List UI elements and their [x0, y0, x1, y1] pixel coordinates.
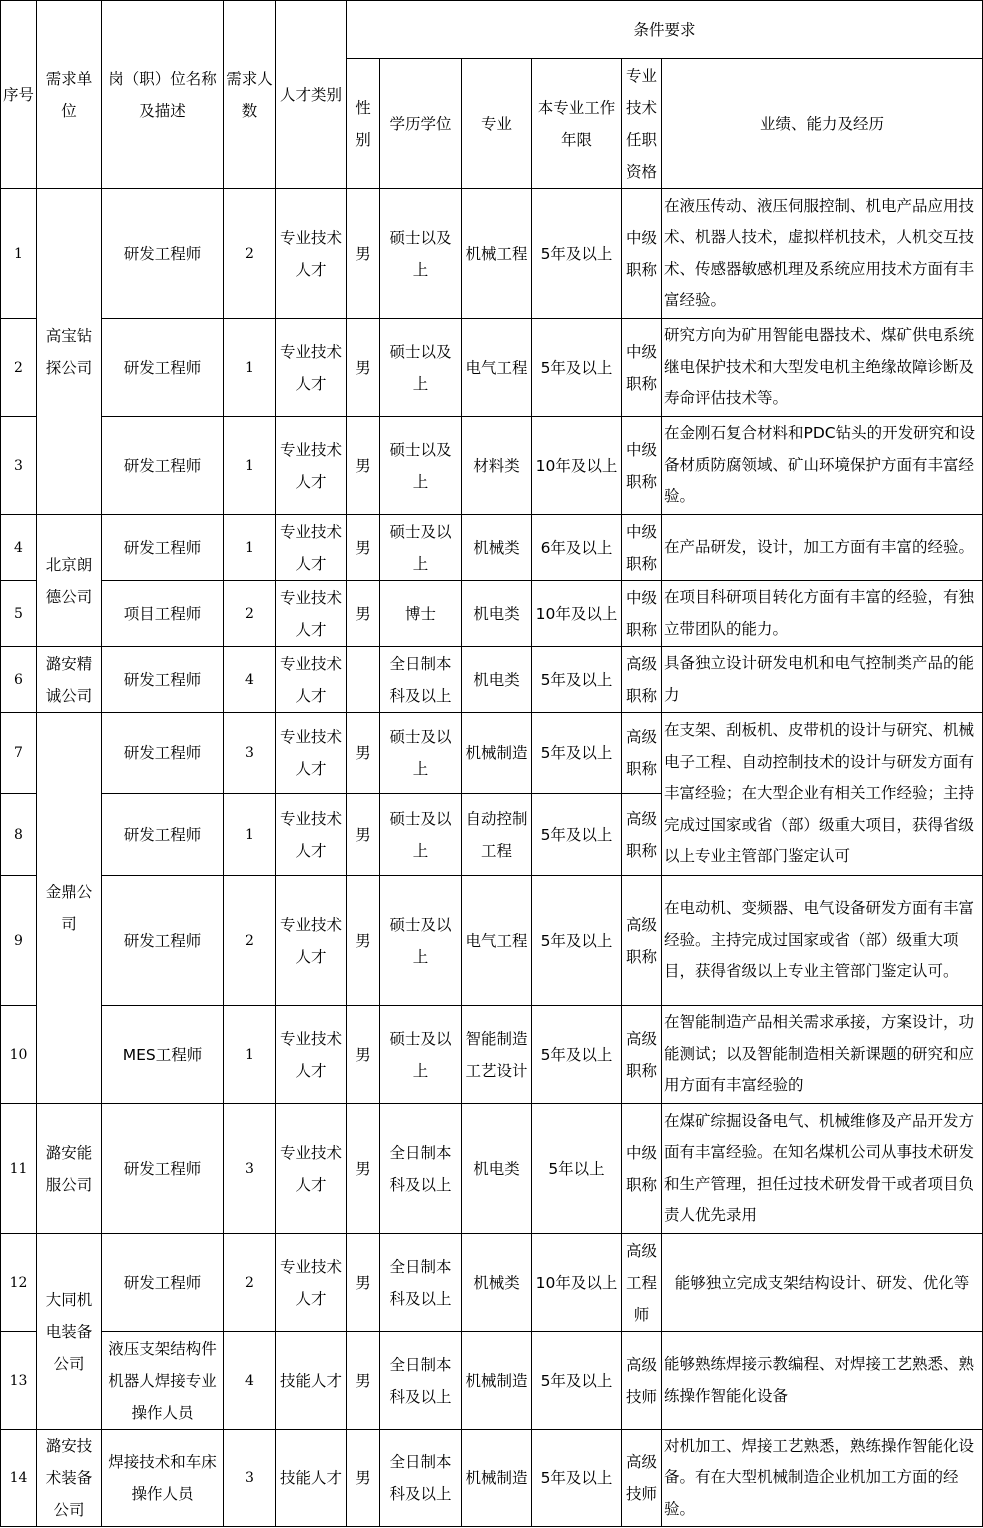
cell-position: 焊接技术和车床操作人员: [102, 1430, 224, 1527]
cell-gender: 男: [347, 581, 380, 647]
cell-position: 研发工程师: [102, 319, 224, 417]
cell-experience: 能够熟练焊接示教编程、对焊接工艺熟悉、熟练操作智能化设备: [662, 1332, 983, 1430]
header-conditions: 条件要求: [347, 1, 983, 59]
cell-seq: 4: [1, 515, 37, 581]
cell-count: 3: [224, 1430, 276, 1527]
cell-major: 机电类: [462, 647, 532, 713]
cell-major: 机械工程: [462, 189, 532, 319]
cell-unit: 潞安精诚公司: [37, 647, 102, 713]
cell-category: 专业技术人才: [276, 1234, 347, 1332]
cell-years: 6年及以上: [532, 515, 622, 581]
cell-title: 中级职称: [622, 417, 662, 515]
cell-unit: 大同机电装备公司: [37, 1234, 102, 1430]
cell-count: 2: [224, 876, 276, 1006]
cell-education: 全日制本科及以上: [380, 1430, 462, 1527]
table-row: [1, 1006, 983, 1104]
cell-education: 博士: [380, 581, 462, 647]
header-position: 岗（职）位名称及描述: [102, 1, 224, 189]
cell-title: 高级职称: [622, 647, 662, 713]
cell-count: 4: [224, 647, 276, 713]
cell-experience: 在金刚石复合材料和PDC钻头的开发研究和设备材质防腐领域、矿山环境保护方面有丰富经验。: [662, 417, 983, 515]
cell-education: 全日制本科及以上: [380, 1234, 462, 1332]
cell-years: 5年及以上: [532, 189, 622, 319]
cell-gender: 男: [347, 189, 380, 319]
cell-category: 专业技术人才: [276, 1006, 347, 1104]
cell-education: 硕士及以上: [380, 713, 462, 794]
table-row: [1, 319, 983, 417]
cell-education: 硕士以及上: [380, 319, 462, 417]
cell-position: 研发工程师: [102, 515, 224, 581]
cell-years: 10年及以上: [532, 417, 622, 515]
cell-gender: 男: [347, 1104, 380, 1234]
cell-years: 5年及以上: [532, 647, 622, 713]
header-major: 专业: [462, 59, 532, 189]
cell-seq: 1: [1, 189, 37, 319]
cell-unit: 潞安技术装备公司: [37, 1430, 102, 1527]
cell-unit: 北京朗德公司: [37, 515, 102, 647]
cell-position: MES工程师: [102, 1006, 224, 1104]
table-row: [1, 515, 983, 581]
cell-title: 高级技师: [622, 1332, 662, 1430]
cell-category: 专业技术人才: [276, 647, 347, 713]
cell-gender: 男: [347, 1234, 380, 1332]
cell-category: 专业技术人才: [276, 417, 347, 515]
cell-count: 3: [224, 713, 276, 794]
cell-category: 专业技术人才: [276, 794, 347, 876]
cell-position: 项目工程师: [102, 581, 224, 647]
cell-seq: 5: [1, 581, 37, 647]
cell-title: 中级职称: [622, 189, 662, 319]
cell-experience: 在智能制造产品相关需求承接，方案设计，功能测试；以及智能制造相关新课题的研究和应用方面有丰富经验的: [662, 1006, 983, 1104]
table-row: [1, 1430, 983, 1527]
cell-unit: 潞安能服公司: [37, 1104, 102, 1234]
cell-seq: 10: [1, 1006, 37, 1104]
cell-experience: 研究方向为矿用智能电器技术、煤矿供电系统继电保护技术和大型发电机主绝缘故障诊断及寿命评估技术等。: [662, 319, 983, 417]
cell-years: 5年及以上: [532, 1332, 622, 1430]
cell-experience: 在产品研发，设计，加工方面有丰富的经验。: [662, 515, 983, 581]
cell-title: 高级职称: [622, 1006, 662, 1104]
cell-category: 专业技术人才: [276, 189, 347, 319]
cell-years: 10年及以上: [532, 581, 622, 647]
cell-major: 机电类: [462, 581, 532, 647]
cell-gender: [347, 647, 380, 713]
cell-title: 高级技师: [622, 1430, 662, 1527]
cell-position: 研发工程师: [102, 794, 224, 876]
cell-years: 5年及以上: [532, 1430, 622, 1527]
cell-position: 研发工程师: [102, 189, 224, 319]
cell-major: 机电类: [462, 1104, 532, 1234]
cell-major: 机械类: [462, 515, 532, 581]
cell-major: 机械制造: [462, 1430, 532, 1527]
cell-seq: 7: [1, 713, 37, 794]
cell-category: 技能人才: [276, 1430, 347, 1527]
cell-education: 硕士以及上: [380, 417, 462, 515]
cell-major: 电气工程: [462, 876, 532, 1006]
cell-position: 研发工程师: [102, 417, 224, 515]
cell-category: 专业技术人才: [276, 876, 347, 1006]
cell-seq: 12: [1, 1234, 37, 1332]
table-row: [1, 417, 983, 515]
cell-major: 材料类: [462, 417, 532, 515]
cell-category: 专业技术人才: [276, 1104, 347, 1234]
cell-years: 10年及以上: [532, 1234, 622, 1332]
cell-experience: 在液压传动、液压伺服控制、机电产品应用技术、机器人技术，虚拟样机技术，人机交互技术、传感器敏感机理及系统应用技术方面有丰富经验。: [662, 189, 983, 319]
cell-major: 机械类: [462, 1234, 532, 1332]
header-title: 专业技术任职资格: [622, 59, 662, 189]
cell-major: 机械制造: [462, 713, 532, 794]
cell-count: 1: [224, 515, 276, 581]
table-row: [1, 713, 983, 794]
cell-major: 机械制造: [462, 1332, 532, 1430]
cell-education: 硕士及以上: [380, 794, 462, 876]
cell-seq: 6: [1, 647, 37, 713]
cell-count: 3: [224, 1104, 276, 1234]
table-row: [1, 1332, 983, 1430]
cell-position: 研发工程师: [102, 1104, 224, 1234]
cell-category: 专业技术人才: [276, 319, 347, 417]
cell-gender: 男: [347, 319, 380, 417]
cell-seq: 3: [1, 417, 37, 515]
cell-position: 研发工程师: [102, 876, 224, 1006]
cell-major: 智能制造工艺设计: [462, 1006, 532, 1104]
cell-major: 电气工程: [462, 319, 532, 417]
cell-category: 专业技术人才: [276, 515, 347, 581]
cell-seq: 2: [1, 319, 37, 417]
cell-category: 专业技术人才: [276, 713, 347, 794]
cell-experience: 在电动机、变频器、电气设备研发方面有丰富经验。主持完成过国家或省（部）级重大项目，获得省级以上专业主管部门鉴定认可。: [662, 876, 983, 1006]
cell-seq: 13: [1, 1332, 37, 1430]
table-row: [1, 1104, 983, 1234]
cell-education: 全日制本科及以上: [380, 1332, 462, 1430]
cell-count: 1: [224, 794, 276, 876]
cell-education: 硕士以及上: [380, 189, 462, 319]
cell-gender: 男: [347, 1006, 380, 1104]
cell-title: 中级职称: [622, 515, 662, 581]
table-row: [1, 1234, 983, 1332]
cell-years: 5年以上: [532, 1104, 622, 1234]
cell-title: 高级职称: [622, 713, 662, 794]
cell-title: 高级工程师: [622, 1234, 662, 1332]
cell-years: 5年及以上: [532, 319, 622, 417]
cell-major: 自动控制工程: [462, 794, 532, 876]
cell-count: 1: [224, 1006, 276, 1104]
cell-seq: 14: [1, 1430, 37, 1527]
cell-unit: 金鼎公司: [37, 713, 102, 1104]
cell-count: 2: [224, 581, 276, 647]
cell-education: 全日制本科及以上: [380, 1104, 462, 1234]
cell-position: 研发工程师: [102, 1234, 224, 1332]
header-years: 本专业工作年限: [532, 59, 622, 189]
header-experience: 业绩、能力及经历: [662, 59, 983, 189]
cell-experience: 在项目科研项目转化方面有丰富的经验，有独立带团队的能力。: [662, 581, 983, 647]
cell-seq: 9: [1, 876, 37, 1006]
cell-experience: 具备独立设计研发电机和电气控制类产品的能力: [662, 647, 983, 713]
cell-gender: 男: [347, 1332, 380, 1430]
cell-count: 2: [224, 189, 276, 319]
cell-title: 高级职称: [622, 876, 662, 1006]
cell-gender: 男: [347, 1430, 380, 1527]
header-gender: 性别: [347, 59, 380, 189]
cell-education: 硕士及以上: [380, 515, 462, 581]
cell-title: 中级职称: [622, 581, 662, 647]
cell-gender: 男: [347, 794, 380, 876]
cell-gender: 男: [347, 515, 380, 581]
cell-education: 全日制本科及以上: [380, 647, 462, 713]
cell-title: 中级职称: [622, 319, 662, 417]
cell-category: 技能人才: [276, 1332, 347, 1430]
cell-count: 4: [224, 1332, 276, 1430]
cell-years: 5年及以上: [532, 713, 622, 794]
cell-count: 1: [224, 319, 276, 417]
header-education: 学历学位: [380, 59, 462, 189]
cell-gender: 男: [347, 417, 380, 515]
cell-experience: 能够独立完成支架结构设计、研发、优化等: [662, 1234, 983, 1332]
cell-position: 研发工程师: [102, 713, 224, 794]
table-row: [1, 647, 983, 713]
cell-seq: 11: [1, 1104, 37, 1234]
cell-experience: 对机加工、焊接工艺熟悉，熟练操作智能化设备。有在大型机械制造企业机加工方面的经验。: [662, 1430, 983, 1527]
header-unit: 需求单位: [37, 1, 102, 189]
table-row: [1, 581, 983, 647]
cell-years: 5年及以上: [532, 1006, 622, 1104]
cell-experience: 在煤矿综掘设备电气、机械维修及产品开发方面有丰富经验。在知名煤机公司从事技术研发和生产管理，担任过技术研发骨干或者项目负责人优先录用: [662, 1104, 983, 1234]
cell-years: 5年及以上: [532, 876, 622, 1006]
table-row: [1, 189, 983, 319]
cell-gender: 男: [347, 713, 380, 794]
table-row: [1, 876, 983, 1006]
cell-seq: 8: [1, 794, 37, 876]
cell-count: 2: [224, 1234, 276, 1332]
header-count: 需求人数: [224, 1, 276, 189]
cell-position: 液压支架结构件机器人焊接专业操作人员: [102, 1332, 224, 1430]
cell-unit: 高宝钻探公司: [37, 189, 102, 515]
cell-years: 5年及以上: [532, 794, 622, 876]
cell-category: 专业技术人才: [276, 581, 347, 647]
header-category: 人才类别: [276, 1, 347, 189]
cell-education: 硕士及以上: [380, 876, 462, 1006]
cell-title: 中级职称: [622, 1104, 662, 1234]
cell-position: 研发工程师: [102, 647, 224, 713]
header-seq: 序号: [1, 1, 37, 189]
cell-education: 硕士及以上: [380, 1006, 462, 1104]
cell-experience: 在支架、刮板机、皮带机的设计与研究、机械电子工程、自动控制技术的设计与研发方面有丰富经验；在大型企业有相关工作经验；主持完成过国家或省（部）级重大项目，获得省级以上专业主管部门鉴定认可: [662, 713, 983, 876]
cell-title: 高级职称: [622, 794, 662, 876]
cell-count: 1: [224, 417, 276, 515]
cell-gender: 男: [347, 876, 380, 1006]
